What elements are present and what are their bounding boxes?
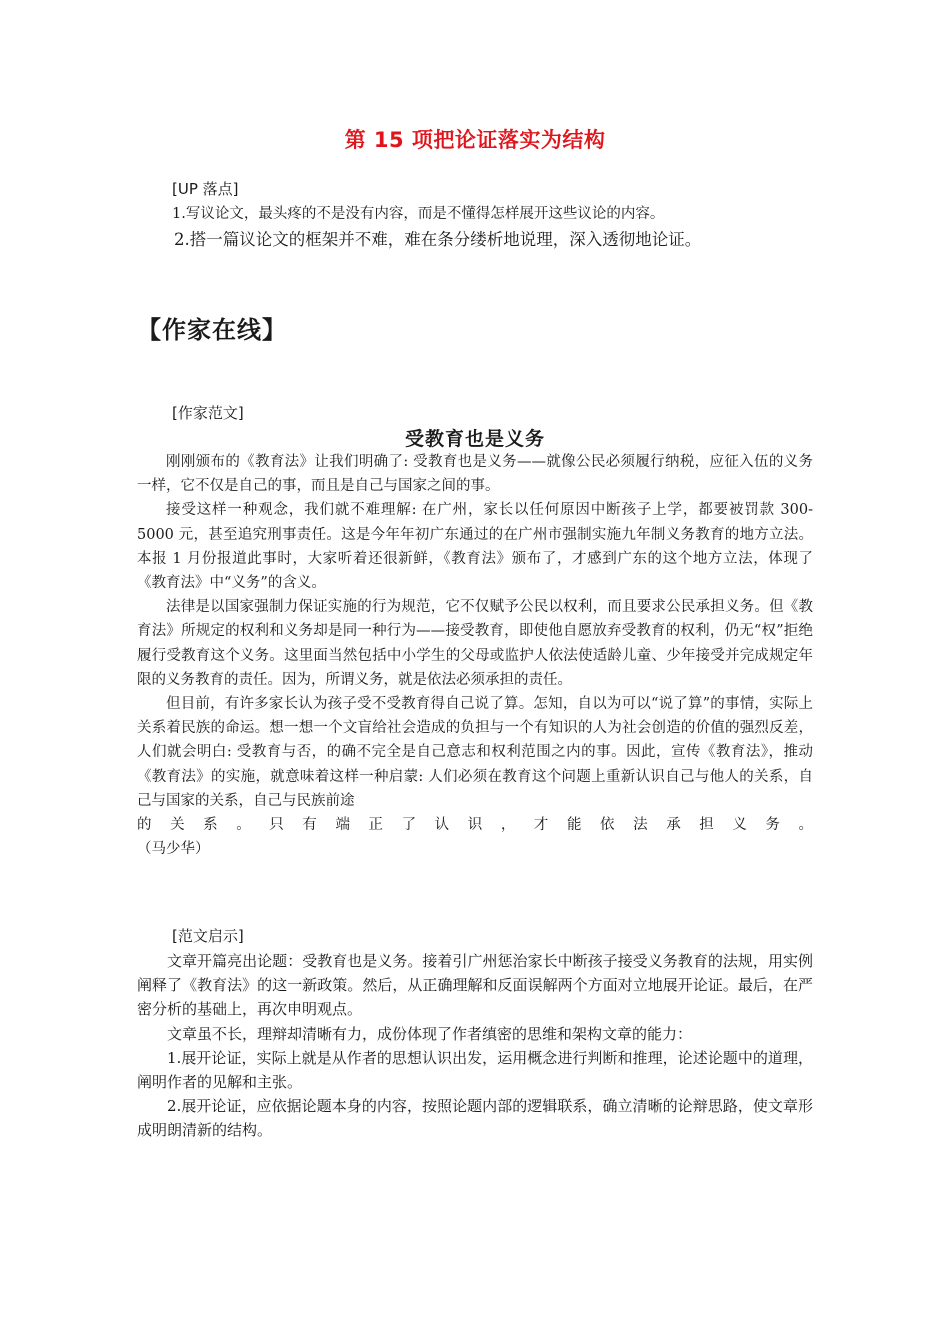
essay-paragraph-3: 法律是以国家强制力保证实施的行为规范，它不仅赋予公民以权利，而且要求公民承担义务。但《教育法》所规定的权利和义务却是同一种行为——接受教育，即使他自愿放弃受教育的权利，仍无“权”拒绝履行受教育这个义务。这里面当然包括中小学生的父母或监护人依法使适龄儿童、少年接受并完成规定年限的义务教育的责任。因为，所谓义务，就是依法必须承担的责任。 xyxy=(137,599,813,688)
insight-paragraph-2: 文章虽不长，理辩却清晰有力，成份体现了作者缜密的思维和架构文章的能力： xyxy=(167,1024,693,1043)
essay-body xyxy=(137,450,813,861)
essay-title: 受教育也是义务 xyxy=(404,428,545,450)
insight-paragraph-4: 2.展开论证，应依据论题本身的内容，按照论题内部的逻辑联系，确立清晰的论辩思路，使文章形成明朗清新的结构。 xyxy=(137,1097,813,1140)
insight-label: [范文启示] xyxy=(172,927,244,945)
essay-author: （马少华） xyxy=(137,841,210,858)
up-section-label: [UP 落点] xyxy=(172,180,239,198)
insight-paragraph-1: 文章开篇亮出论题：受教育也是义务。接着引广州惩治家长中断孩子接受义务教育的法规，用实例阐释了《教育法》的这一新政策。然后，从正确理解和反面误解两个方面对立地展开论证。最后，在严密分析的基础上，再次申明观点。 xyxy=(137,952,813,1019)
essay-paragraph-4: 但目前，有许多家长认为孩子受不受教育得自己说了算。怎知，自以为可以“说了算”的事情，实际上关系着民族的命运。想一想一个文盲给社会造成的负担与一个有知识的人为社会创造的价值的强烈反差，人们就会明白: 受教育与否，的确不完全是自己意志和权利范围之内的事。因此，宣传《教育法》，推动《教育法》的实施，就意味着这样一种启蒙: 人们必须在教育这个问题上重新认识自己与他人的关系，自己与国家的关系，自己与民族前途 xyxy=(137,696,813,809)
essay-paragraph-4-last-line: 的关系。只有端正了认识，才能依法承担义务。 xyxy=(137,817,813,834)
up-item-2: 2.搭一篇议论文的框架并不难，难在条分缕析地说理，深入透彻地论证。 xyxy=(174,230,702,249)
section-heading-writer-online: 【作家在线】 xyxy=(137,316,287,344)
up-item-1: 1.写议论文，最头疼的不是没有内容，而是不懂得怎样展开这些议论的内容。 xyxy=(172,206,665,222)
insight-paragraph-3: 1.展开论证，实际上就是从作者的思想认识出发，运用概念进行判断和推理，论述论题中的道理，阐明作者的见解和主张。 xyxy=(137,1048,813,1092)
page-title: 第 15 项把论证落实为结构 xyxy=(344,128,606,152)
essay-paragraph-2: 接受这样一种观念，我们就不难理解: 在广州，家长以任何原因中断孩子上学，都要被罚款 300-5000 元，甚至追究刑事责任。这是今年年初广东通过的在广州市强制实施九年制义务教育的地方立法。本报 1 月份报道此事时，大家听着还很新鲜，《教育法》颁布了，才感到广东的这个地方立法，体现了《教育法》中“义务”的含义。 xyxy=(137,502,813,592)
sample-essay-label: [作家范文] xyxy=(172,404,244,422)
insight-body xyxy=(137,949,813,1143)
essay-paragraph-1: 刚刚颁布的《教育法》让我们明确了: 受教育也是义务——就像公民必须履行纳税，应征入伍的义务一样，它不仅是自己的事，而且是自己与国家之间的事。 xyxy=(137,454,813,495)
